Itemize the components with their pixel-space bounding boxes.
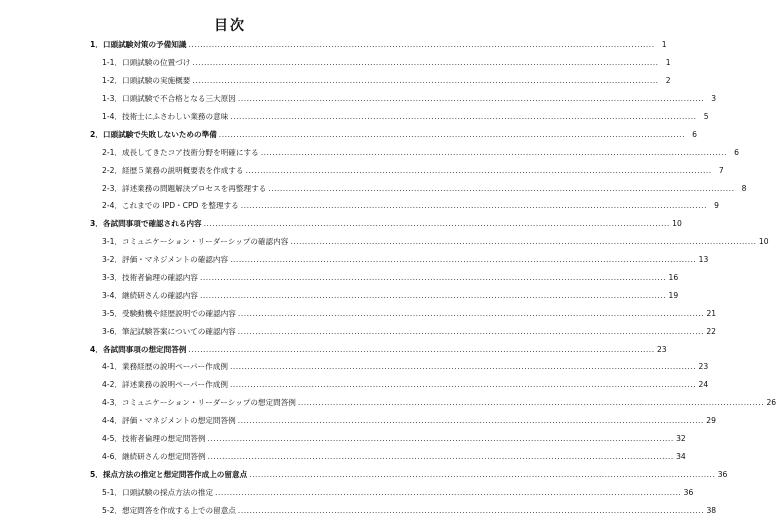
toc-entry-number: 1-1． [102,58,122,68]
toc-entry-number: 2-1． [102,147,122,157]
dot-leader [230,255,696,264]
toc-entry-title: 筆記試験答案についての確認内容 [122,326,236,336]
toc-section-entry [88,108,709,126]
dot-leader [238,506,704,515]
toc-section-entry [88,501,717,519]
toc-entry-title: 業務経歴の説明ペーパー作成例 [122,362,228,372]
toc-entry-page-number: 13 [698,255,709,265]
toc-section-entry [88,179,747,197]
toc-entry-page-number: 1 [665,58,671,68]
toc-entry-title: 口頭試験の実施概要 [122,76,191,86]
toc-entry-number: 2． [90,129,103,139]
toc-section-entry [88,197,719,215]
toc-entry-title: 評価・マネジメントの確認内容 [122,255,229,265]
dot-leader [249,470,715,479]
toc-entry-title: 技術士にふさわしい業務の意味 [122,112,229,121]
toc-entry-page-number: 22 [706,326,716,336]
toc-section-entry [88,72,671,90]
toc-entry-page-number: 21 [706,308,717,318]
toc-section-entry [88,269,679,287]
toc-entry-title: 想定問答を作成する上での留意点 [122,505,236,515]
dot-leader [230,112,696,121]
dot-leader [241,201,707,210]
toc-entry-title: 経歴５業務の説明概要表を作成する [122,165,244,175]
toc-section-entry [88,430,686,448]
dot-leader [290,237,756,246]
dot-leader [192,76,658,85]
toc-entry-page-number: 29 [706,416,716,426]
toc-entry-title: 評価・マネジメントの想定問答例 [122,416,236,426]
toc-entry-page-number: 1 [661,40,667,50]
toc-section-entry [88,304,717,322]
toc-chapter-entry [88,36,667,54]
page-title: 目次 [214,18,246,34]
toc-entry-number: 4． [90,344,103,354]
toc-entry-number: 4-4． [102,416,122,426]
toc-entry-page-number: 8 [741,183,747,193]
toc-entry-title: 口頭試験で不合格となる三大原因 [122,94,236,104]
toc-entry-title: 口頭試験で失敗しないための準備 [102,129,217,139]
toc-entry-page-number: 26 [766,398,776,408]
toc-entry-title: コミュニケーション・リーダーシップの想定問答例 [122,398,296,408]
toc-entry-page-number: 36 [683,487,694,497]
toc-entry-number: 4-6． [102,451,122,461]
toc-entry-number: 5-1． [102,487,122,497]
toc-chapter-entry [88,465,728,483]
dot-leader [192,58,658,67]
toc-section-entry [88,251,709,269]
toc-entry-number: 1-3． [102,94,122,104]
toc-entry-page-number: 32 [676,434,686,444]
toc-entry-page-number: 36 [717,469,728,479]
toc-entry-number: 2-4． [102,201,122,211]
dot-leader [188,40,654,49]
toc-entry-page-number: 19 [668,290,679,300]
toc-entry-number: 4-5． [102,434,122,444]
toc-section-entry [88,483,694,501]
toc-entry-number: 1． [90,40,103,50]
toc-entry-number: 2-2． [102,165,122,175]
toc-entry-title: 継続研さんの想定問答例 [122,451,206,461]
dot-leader [298,398,764,407]
toc-entry-page-number: 34 [676,451,686,461]
toc-entry-title: 成長してきたコア技術分野を明確にする [122,147,259,157]
dot-leader [215,488,681,497]
toc-entry-number: 3-4． [102,290,122,300]
toc-entry-page-number: 3 [711,94,717,104]
toc-entry-title: 口頭試験の位置づけ [122,58,191,68]
toc-entry-page-number: 2 [665,76,671,86]
toc-entry-number: 1-2． [102,76,122,86]
toc-section-entry [88,394,776,412]
toc-entry-page-number: 16 [668,273,679,283]
toc-section-entry [88,376,709,394]
dot-leader [200,291,666,300]
dot-leader [204,219,670,228]
toc-entry-page-number: 38 [706,505,717,515]
toc-entry-number: 3-5． [102,308,122,318]
toc-entry-page-number: 10 [758,237,769,247]
dot-leader [208,452,674,461]
toc-section-entry [88,90,717,108]
toc-section-entry [88,143,739,161]
toc-section-entry [88,358,709,376]
toc-entry-page-number: 5 [703,112,709,121]
toc-section-entry [88,412,716,430]
dot-leader [238,309,704,318]
dot-leader [246,166,712,175]
dot-leader [208,434,674,443]
toc-entry-number: 3-1． [102,237,122,247]
toc-entry-page-number: 10 [672,219,682,229]
toc-entry-number: 3-2． [102,255,122,265]
toc-entry-title: 継続研さんの確認内容 [122,290,198,300]
toc-entry-page-number: 24 [698,380,709,390]
toc-section-entry [88,286,679,304]
toc-entry-page-number: 7 [718,165,724,175]
toc-entry-number: 5． [90,469,103,479]
toc-entry-number: 3． [90,219,103,229]
toc-entry-title: 詳述業務の問題解決プロセスを再整理する [122,183,267,193]
toc-entry-page-number: 6 [734,147,739,157]
toc-entry-number: 5-2． [102,505,122,515]
toc-entry-number: 4-2． [102,380,122,390]
dot-leader [238,94,704,103]
toc-section-entry [88,447,686,465]
toc-entry-title: コミュニケーション・リーダーシップの確認内容 [122,237,289,247]
toc-entry-number: 1-4． [102,112,122,121]
table-of-contents [88,36,776,519]
dot-leader [188,345,654,354]
toc-entry-number: 3-6． [102,326,122,336]
dot-leader [238,416,704,425]
toc-section-entry [88,322,716,340]
toc-entry-title: 詳述業務の説明ペーパー作成例 [122,380,228,390]
toc-entry-page-number: 9 [714,201,719,211]
toc-entry-page-number: 23 [698,362,709,372]
toc-entry-title: 受験動機や経歴説明での確認内容 [122,308,236,318]
toc-entry-title: 口頭試験の採点方法の推定 [122,487,214,497]
toc-entry-title: 各試問事項の想定問答例 [102,344,187,354]
toc-entry-page-number: 6 [692,129,698,139]
toc-section-entry [88,233,769,251]
toc-chapter-entry [88,340,667,358]
toc-entry-title: 口頭試験対策の予備知識 [102,40,187,50]
toc-entry-title: 各試問事項で確認される内容 [102,219,202,229]
dot-leader [219,130,685,139]
dot-leader [200,273,666,282]
toc-entry-number: 4-3． [102,398,122,408]
dot-leader [230,362,696,371]
toc-entry-number: 3-3． [102,273,122,283]
toc-entry-number: 2-3． [102,183,122,193]
dot-leader [261,148,727,157]
toc-section-entry [88,54,671,72]
toc-section-entry [88,161,724,179]
dot-leader [238,327,704,336]
toc-entry-title: これまでの IPD・CPD を整理する [122,201,239,211]
toc-entry-page-number: 23 [656,344,667,354]
toc-chapter-entry [88,215,682,233]
toc-chapter-entry [88,125,698,143]
toc-entry-title: 技術者倫理の想定問答例 [122,434,206,444]
toc-entry-number: 4-1． [102,362,122,372]
dot-leader [230,380,696,389]
toc-entry-title: 採点方法の推定と想定問答作成上の留意点 [102,469,248,479]
toc-entry-title: 技術者倫理の確認内容 [122,273,198,283]
dot-leader [268,184,734,193]
